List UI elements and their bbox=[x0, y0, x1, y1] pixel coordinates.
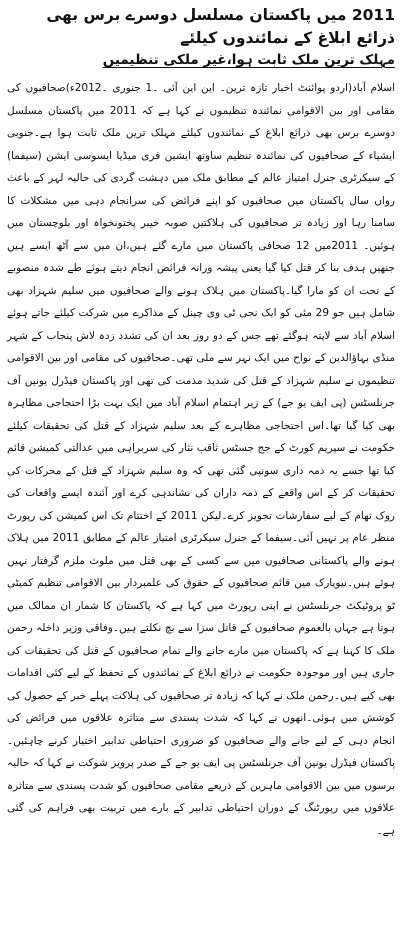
article-subheadline: مہلک ترین ملک ثابت ہوا،غیر ملکی تنظیمیں bbox=[102, 52, 395, 68]
article-headline: 2011 میں پاکستان مسلسل دوسرے برس بھی ذرائع ابلاغ کے نمائندوں کیلئے bbox=[46, 6, 395, 47]
article-body: اسلام آباد(اردو پوائنٹ اخبار تازہ ترین۔ این این آئی ۔1 جنوری ۔2012ء)صحافیوں کی مقامی اور بین الاقوامی نمائندہ تنظیموں نے کہا ہے کہ 2011 میں پاکستان مسلسل دوسرے برس بھی ذرائع ابلاغ کے نمائندوں کیلئے مہلک ترین ملک ثابت ہوا ہے۔جنوبی ایشیاء کے صحافیوں کی نمائندہ تنظیم ساوتھ ایشین فری میڈیا ایسوسی ایشن (سیفما) کے سیکرٹری جنرل امتیاز عالم کے مطابق ملک میں دہشت گردی کی حالیہ لہر کے باعث رواں سال پاکستان میں صحافیوں کو اپنے فرائض کی سرانجام دہی میں مشکلات کا سامنا رہا اور زیادہ تر صحافیوں کی ہلاکتیں صوبہ خیبر پختونخواہ اور بلوچستان میں ہوئیں۔ 2011میں 12 صحافی پاکستان میں مارے گئے ہیں،ان میں سے آٹھ ایسے ہیں جنھیں ہدف بنا کر قتل کیا گیا یعنی پیشہ ورانہ فرائض انجام دیتے ہوئے طے شدہ منصوبے کے تحت ان کو مارا گیا۔پاکستان میں ہلاک ہونے والے صحافیوں میں سلیم شہزاد بھی شامل ہیں جو 29 مئی کو ایک نجی ٹی وی چینل کے مذاکرے میں شرکت کیلئے جاتے ہوئے اسلام آباد سے لاپتہ ہوگئے تھے جس کے دو روز بعد ان کی تشدد زدہ لاش پنجاب کے شہر منڈی بہاؤالدین کے نواح میں ایک نہر سے ملی تھی۔صحافیوں کی مقامی اور بین الاقوامی تنظیموں نے سلیم شہزاد کے قتل کی شدید مذمت کی تھی اور پاکستان فیڈرل یونین آف جرنلسٹس (پی ایف یو جے) کے زیر اہتمام اسلام آباد میں ایک بہت بڑا احتجاجی مظاہرہ بھی کیا گیا تھا۔اس احتجاجی مظاہرے کے بعد سلیم شہزاد کے قتل کی تحقیقات کیلئے حکومت نے سپریم کورٹ کے جج جسٹس ثاقب نثار کی سربراہی میں عدالتی کمیشن قائم کیا تھا جسے یہ ذمہ داری سونپی گئی تھی کہ وہ سلیم شہزاد کے قتل کے محرکات کی تحقیقات کر کے اس واقعے کے ذمہ داران کی نشاندہی کرے اور آئندہ ایسے واقعات کی روک تھام کے لیے سفارشات تجویز کرے۔لیکن 2011 کے اختتام تک اس کمیشن کی رپورٹ منظر عام پر نہیں آئی۔سیفما کے جنرل سیکرٹری امتیاز عالم کے مطابق 2011 میں ہلاک ہونے والے پاکستانی صحافیوں میں سے کسی کے بھی قتل میں ملوث ملزم گرفتار نہیں ہوئے ہیں۔نیویارک میں قائم صحافیوں کے حقوق کی علمبردار بین الاقوامی تنظیم کمیٹی ٹو پروٹیکٹ جرنلسٹس نے اپنی رپورٹ میں کہا ہے کہ پاکستان کا شمار ان ممالک میں ہوتا ہے جہاں بالعموم صحافیوں کے قاتل سزا سے بچ نکلتے ہیں۔وفاقی وزیر داخلہ رحمن ملک کا کہنا ہے کہ پاکستان میں مارے جانے والے تمام صحافیوں کے قتل کی تحقیقات کی جاری ہیں اور موجودہ حکومت نے ذرائع ابلاغ کے نمائندوں کے تحفظ کے لیے کئی اقدامات بھی کیے ہیں۔رحمن ملک نے کہا کہ زیادہ تر صحافیوں کی ہلاکت پہلے خبر کے حصول کی کوشش میں ہوئی۔انھوں نے کہا کہ شدت پسندی سے متاثرہ علاقوں میں فرائض کی انجام دہی کے لیے جانے والے صحافیوں کو ضروری احتیاطی تدابیر اختیار کرنے چاہئیں۔پاکستان فیڈرل یونین آف جرنلسٹس پی ایف یو جے کے صدر پرویز شوکت نے کہا کہ حالیہ برسوں میں بین الاقوامی ماہرین کے ذریعے مقامی صحافیوں کو شدت پسندی سے متاثرہ علاقوں میں رپورٹنگ کے دوران احتیاطی تدابیر کے بارے میں تربیت بھی فراہم کی گئی ہے۔ bbox=[7, 82, 396, 837]
